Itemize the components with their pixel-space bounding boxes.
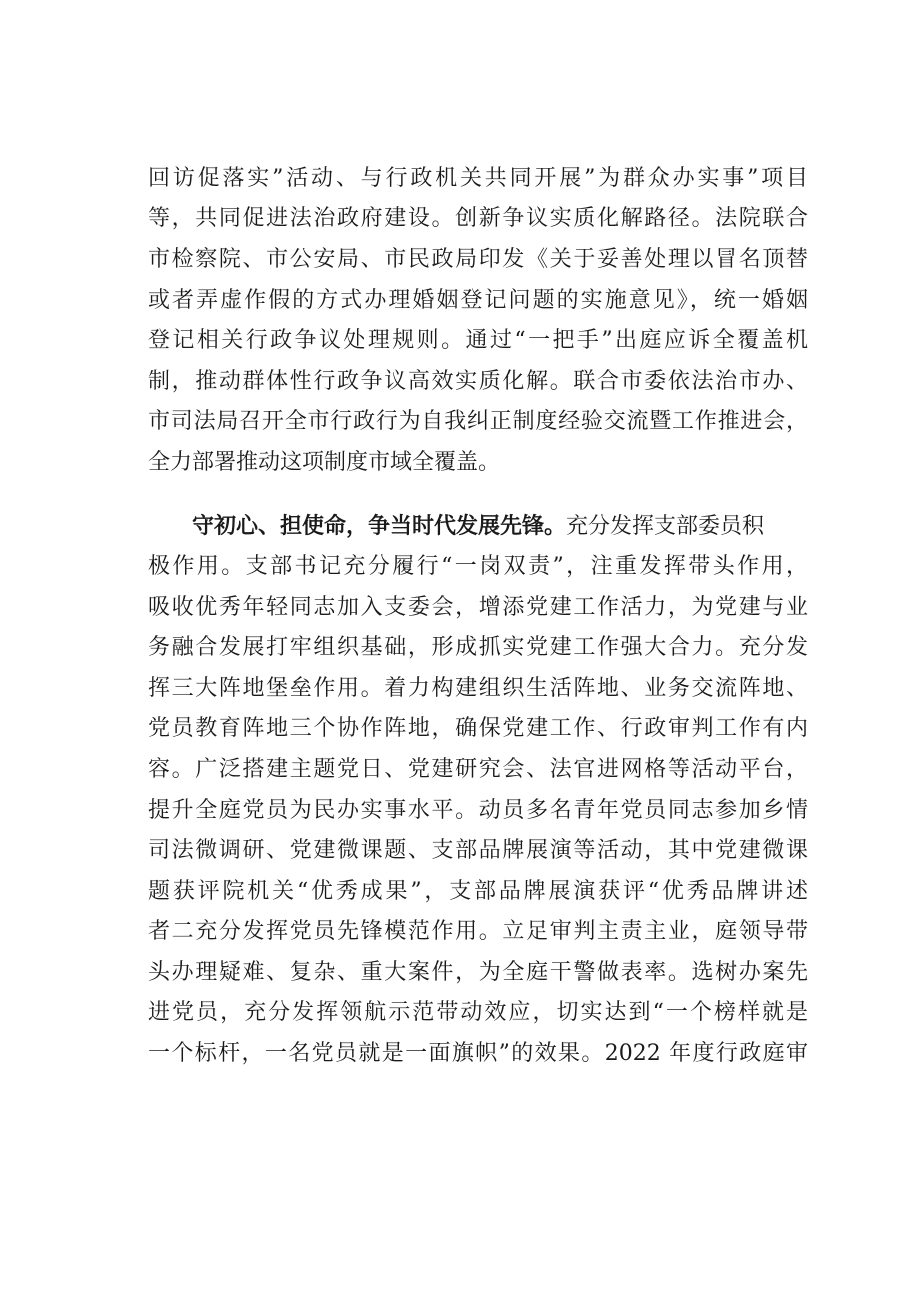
section-heading: 守初心、担使命，争当时代发展先锋。 [192, 513, 567, 539]
paragraph-line: 容。广泛搭建主题党日、党建研究会、法官进网格等活动平台， [148, 757, 808, 782]
paragraph-line: 市检察院、市公安局、市民政局印发《关于妥善处理以冒名顶替 [148, 247, 808, 272]
paragraph-line: 进党员，充分发挥领航示范带动效应，切实达到“一个榜样就是 [148, 1000, 808, 1025]
paragraph-line: 全力部署推动这项制度市域全覆盖。 [148, 450, 501, 475]
paragraph-line: 党员教育阵地三个协作阵地，确保党建工作、行政审判工作有内 [148, 716, 808, 741]
paragraph-text: 充分发挥支部委员积 [566, 514, 765, 539]
paragraph-line: 头办理疑难、复杂、重大案件，为全庭干警做表率。选树办案先 [148, 960, 808, 985]
paragraph-line: 等，共同促进法治政府建设。创新争议实质化解路径。法院联合 [148, 206, 808, 231]
paragraph-line: 一个标杆，一名党员就是一面旗帜”的效果。2022 年度行政庭审 [148, 1041, 808, 1066]
paragraph-line: 极作用。支部书记充分履行“一岗双责”，注重发挥带头作用， [148, 554, 808, 579]
paragraph-line: 者二充分发挥党员先锋模范作用。立足审判主责主业，庭领导带 [148, 919, 808, 944]
paragraph-line: 务融合发展打牢组织基础，形成抓实党建工作强大合力。充分发 [148, 635, 808, 660]
paragraph-line: 登记相关行政争议处理规则。通过“一把手”出庭应诉全覆盖机 [148, 328, 808, 353]
paragraph-line: 吸收优秀年轻同志加入支委会，增添党建工作活力，为党建与业 [148, 595, 808, 620]
paragraph-line: 或者弄虚作假的方式办理婚姻登记问题的实施意见》，统一婚姻 [148, 288, 808, 313]
paragraph-line: 司法微调研、党建微课题、支部品牌展演等活动，其中党建微课 [148, 838, 808, 863]
paragraph-first-line [192, 506, 808, 546]
paragraph-line: 制，推动群体性行政争议高效实质化解。联合市委依法治市办、 [148, 369, 808, 394]
paragraph-line: 提升全庭党员为民办实事水平。动员多名青年党员同志参加乡情 [148, 798, 808, 823]
paragraph-line: 挥三大阵地堡垒作用。着力构建组织生活阵地、业务交流阵地、 [148, 676, 808, 701]
paragraph-line: 市司法局召开全市行政行为自我纠正制度经验交流暨工作推进会， [148, 409, 808, 434]
paragraph-line: 题获评院机关“优秀成果”，支部品牌展演获评“优秀品牌讲述 [148, 879, 808, 904]
paragraph-line: 回访促落实”活动、与行政机关共同开展”为群众办实事”项目 [148, 166, 808, 191]
